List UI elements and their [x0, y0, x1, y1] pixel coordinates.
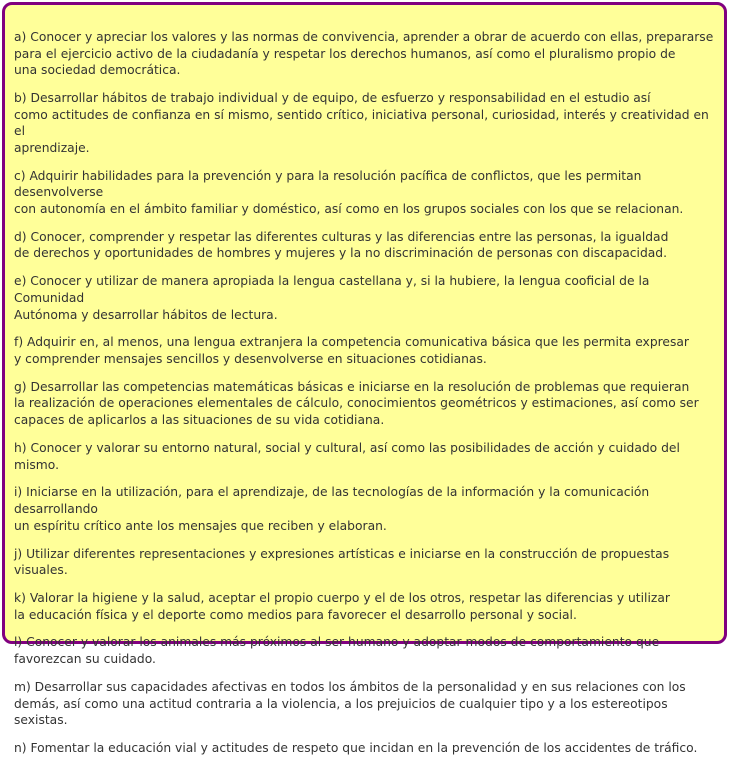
objective-b: b) Desarrollar hábitos de trabajo individual y de equipo, de esfuerzo y responsabilidad en el estudio así como actitudes de confianza en sí mismo, sentido crítico, iniciativa personal, curiosidad, interés y creatividad en el aprendizaje.	[14, 91, 709, 155]
objectives-panel	[2, 2, 727, 756]
objective-c: c) Adquirir habilidades para la prevención y para la resolución pacífica de conflictos, que les permitan desenvolverse con autonomía en el ámbito familiar y doméstico, así como en los grupos sociales con los que se relacionan.	[14, 168, 684, 216]
objective-l: l) Conocer y valorar los animales más próximos al ser humano y adoptar modos de comportamiento que favorezcan su cuidado.	[14, 635, 660, 667]
objective-h: h) Conocer y valorar su entorno natural, social y cultural, así como las posibilidades de acción y cuidado del mismo.	[14, 440, 680, 472]
objective-e: e) Conocer y utilizar de manera apropiada la lengua castellana y, si la hubiere, la lengua cooficial de la Comunidad Autónoma y desarrollar hábitos de lectura.	[14, 274, 650, 322]
objective-f: f) Adquirir en, al menos, una lengua extranjera la competencia comunicativa básica que les permita expresar y comprender mensajes sencillos y desenvolverse en situaciones cotidianas.	[14, 335, 689, 366]
objective-a: a) Conocer y apreciar los valores y las normas de convivencia, aprender a obrar de acuerdo con ellas, prepararse para el ejercicio activo de la ciudadanía y respetar los derechos humanos, así como el pluralismo propio de una sociedad democrática.	[14, 30, 714, 78]
objective-i: i) Iniciarse en la utilización, para el aprendizaje, de las tecnologías de la información y la comunicación desarrollando un espíritu crítico ante los mensajes que reciben y elaboran.	[14, 485, 650, 533]
objective-k: k) Valorar la higiene y la salud, aceptar el propio cuerpo y el de los otros, respetar las diferencias y utilizar la educación física y el deporte como medios para favorecer el desarrollo personal y social.	[14, 591, 670, 622]
objective-m: m) Desarrollar sus capacidades afectivas en todos los ámbitos de la personalidad y en sus relaciones con los demás, así como una actitud contraria a la violencia, a los prejuicios de cualquier tipo y a los estereotipos sexistas.	[14, 679, 686, 728]
objective-d: d) Conocer, comprender y respetar las diferentes culturas y las diferencias entre las personas, la igualdad de derechos y oportunidades de hombres y mujeres y la no discriminación de personas con discapacidad.	[14, 229, 669, 261]
objective-j: j) Utilizar diferentes representaciones y expresiones artísticas e iniciarse en la construcción de propuestas visuales.	[14, 546, 670, 578]
objective-g: g) Desarrollar las competencias matemáticas básicas e iniciarse en la resolución de problemas que requieran la realización de operaciones elementales de cálculo, conocimientos geométricos y estimaciones, así como ser capaces de aplicarlos a las situaciones de su vida cotidiana.	[14, 379, 699, 428]
objective-n: n) Fomentar la educación vial y actitudes de respeto que incidan en la prevención de los accidentes de tráfico.	[14, 741, 698, 756]
